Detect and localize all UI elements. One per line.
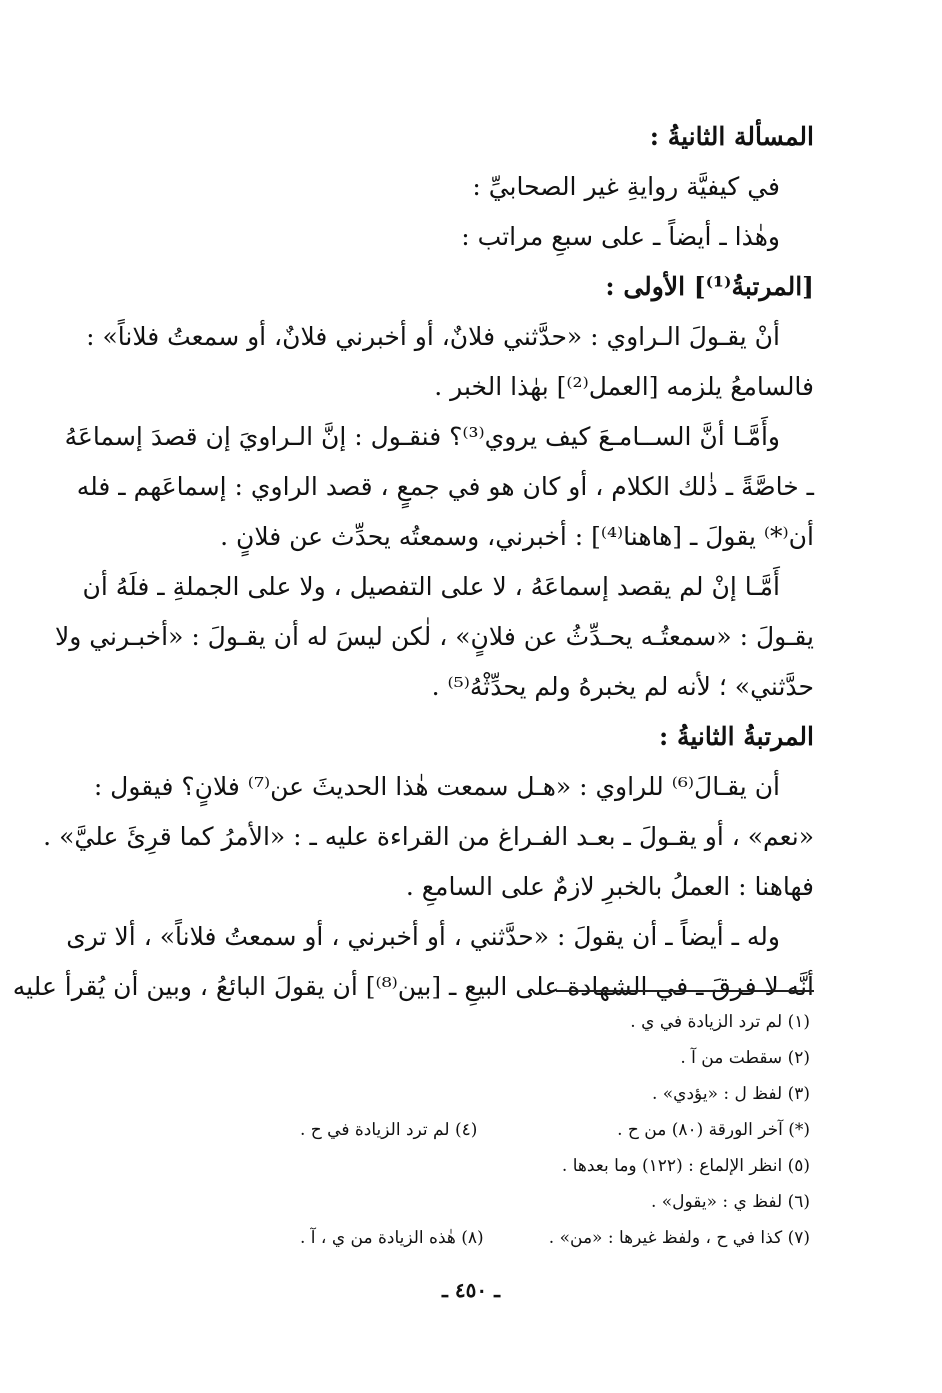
main-text <box>12 112 814 1012</box>
paragraph-line: أن يقـالَ⁽⁶⁾ للراوي : «هـل سمعت هٰذا الحديثَ عن⁽⁷⁾ فلانٍ؟ فيقول : <box>93 772 780 801</box>
footnote-3 <box>120 1076 810 1112</box>
footnote-2 <box>120 1040 810 1076</box>
footnotes <box>120 1004 810 1256</box>
footnote-text: (٦) لفظ ي : «يقول» . <box>650 1192 810 1212</box>
footnote-text: (٧) كذا في ح ، ولفظ غيرها : «من» . <box>548 1228 810 1248</box>
paragraph-line: حدَّثني» ؛ لأنه لم يخبرهُ ولم يحدِّثْهُ⁽⁵⁾ . <box>431 672 814 701</box>
footnote-6 <box>120 1184 810 1220</box>
paragraph-line: يقـولَ : «سمعتُـه يحـدِّثُ عن فلانٍ» ، لٰكن ليسَ له أن يقـولَ : «أخبـرني ولا <box>54 622 814 651</box>
footnote-divider <box>556 990 814 992</box>
paragraph-line: أن⁽*⁾ يقولَ ـ [هاهنا⁽⁴⁾] : أخبرني، وسمعتُه يحدِّث عن فلانٍ . <box>220 522 814 551</box>
paragraph-line: أَمَّـا إنْ لم يقصد إسماعَهُ ، لا على التفصيل ، ولا على الجملةِ ـ فلَهُ أن <box>82 572 780 601</box>
paragraph-line: ـ خاصَّةً ـ ذٰلك الكلام ، أو كان هو في جمعٍ ، قصد الراوي : إسماعَهم ـ فله <box>76 472 814 501</box>
footnote-text: (*) آخر الورقة (٨٠) من ح . <box>617 1120 810 1140</box>
footnote-text: (٣) لفظ ل : «يؤدي» . <box>651 1084 810 1104</box>
rank-heading-first: [المرتبةُ⁽¹⁾] الأولى : <box>605 272 814 301</box>
paragraph-line: «نعم» ، أو يقـولَ ـ بعـد الفـراغ من القراءة عليه ـ : «الأمرُ كما قرِئَ عليَّ» . <box>43 822 814 851</box>
footnote-text: (٥) انظر الإلماع : (١٢٢) وما بعدها . <box>561 1156 810 1176</box>
footnote-5 <box>120 1148 810 1184</box>
section-subtitle-ranks: وهٰذا ـ أيضاً ـ على سبعِ مراتب : <box>461 222 780 251</box>
paragraph-line: فهاهنا : العملُ بالخبرِ لازمٌ على السامعِ . <box>405 872 814 901</box>
footnote-1 <box>120 1004 810 1040</box>
footnote-text: (٤) لم ترد الزيادة في ح . <box>300 1120 478 1140</box>
section-heading: المسألة الثانيةُ : <box>649 122 814 151</box>
footnote-text: (٢) سقطت من آ . <box>680 1048 810 1068</box>
footnote-star-and-4 <box>120 1112 810 1148</box>
footnote-7-and-8 <box>120 1220 810 1256</box>
paragraph-line: أنَّه لا فرقَ ـ في الشهادة على البيعِ ـ [بين⁽⁸⁾] أن يقولَ البائعُ ، وبين أن يُقرأ عليه <box>12 972 814 1001</box>
paragraph-line: وأَمَّـا أنَّ الســامـعَ كيف يروي⁽³⁾؟ فنقـول : إنَّ الـراويَ إن قصدَ إسماعَهُ <box>64 422 780 451</box>
rank-heading-second: المرتبةُ الثانيةُ : <box>659 722 814 751</box>
footnote-text: (١) لم ترد الزيادة في ي . <box>630 1012 810 1032</box>
paragraph-line: أنْ يقـولَ الـراوي : «حدَّثني فلانٌ، أو أخبرني فلانٌ، أو سمعتُ فلاناً» : <box>86 322 780 351</box>
page-number: ـ ٤٥٠ ـ <box>442 1278 500 1302</box>
paragraph-line: وله ـ أيضاً ـ أن يقولَ : «حدَّثني ، أو أخبرني ، أو سمعتُ فلاناً» ، ألا ترى <box>66 922 780 951</box>
paragraph-line: فالسامعُ يلزمه [العمل⁽²⁾] بهٰذا الخبر . <box>434 372 814 401</box>
section-subtitle: في كيفيَّة روايةِ غير الصحابيِّ : <box>472 172 780 201</box>
footnote-text: (٨) هٰذه الزيادة من ي ، آ . <box>300 1228 484 1248</box>
